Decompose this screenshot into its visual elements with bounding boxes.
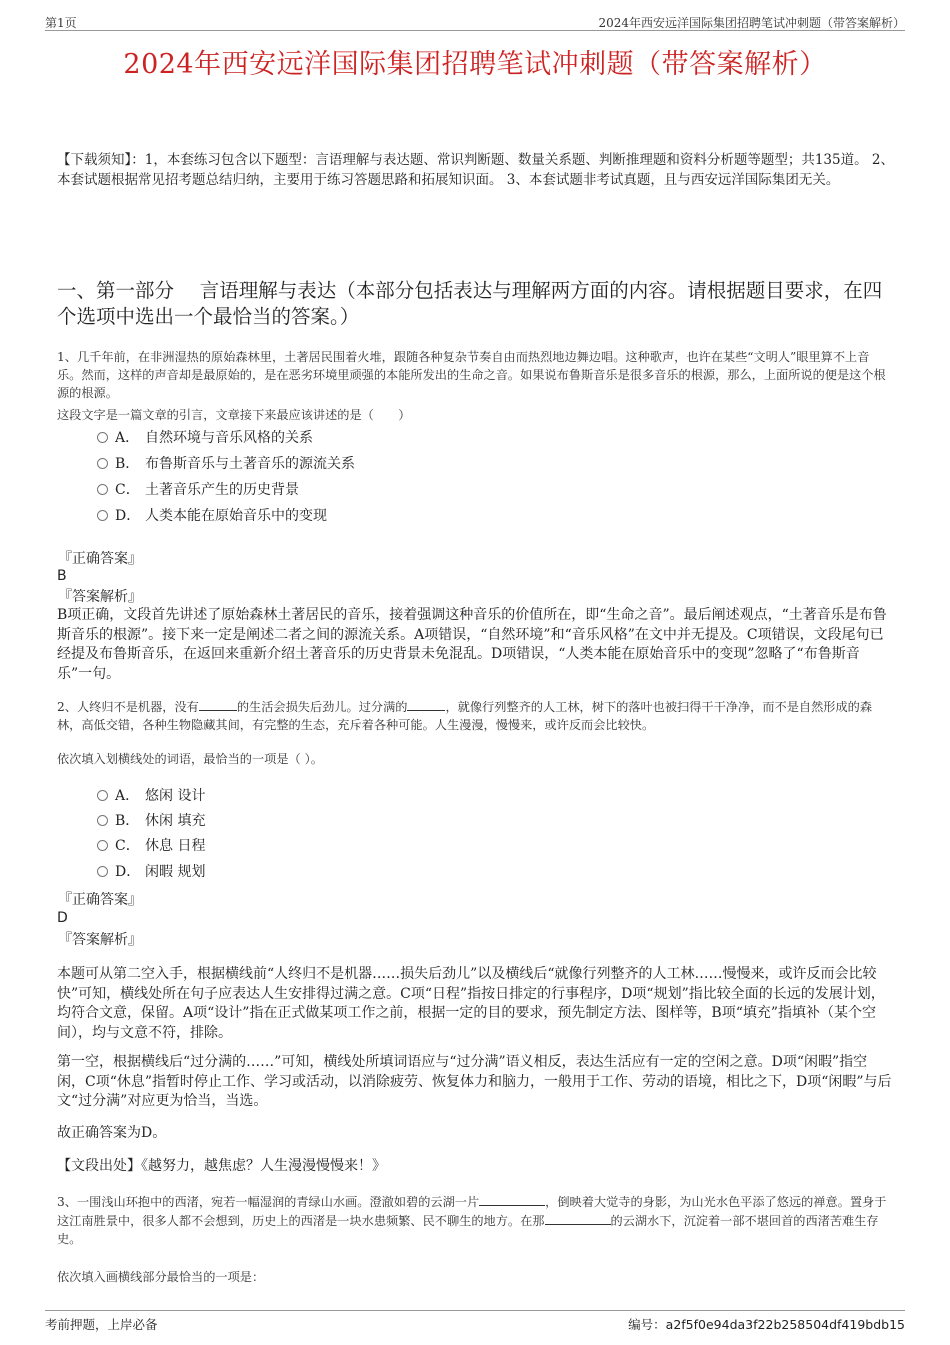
q1-stem: 1、几千年前，在非洲湿热的原始森林里，土著居民围着火堆，跟随各种复杂节奏自由而热烈地边舞边唱。这种歌声，也许在某些“文明人”眼里算不上音乐。然而，这样的声音却是最原始的，是在恶劣环境里顽强的本能所发出的生命之音。如果说布鲁斯音乐是很多音乐的根源，那么，上面所说的便是这个根源的根源。 [57,350,886,400]
q2-answer-label: 『正确答案』 [58,892,142,908]
section-heading: 一、第一部分 言语理解与表达（本部分包括表达与理解两方面的内容。请根据题目要求，在四个选项中选出一个最恰当的答案。） [57,279,883,328]
fill-blank [479,1192,545,1206]
download-notice: 【下载须知】：1，本套练习包含以下题型：言语理解与表达题、常识判断题、数量关系题、判断推理题和资料分析题等题型；共135道。 2、本套试题根据常见招考题总结归纳，主要用于练习答题思路和拓展知识面。 3、本套试题非考试真题，且与西安远洋国际集团无关。 [57,152,894,188]
footer-slogan: 考前押题，上岸必备 [45,1317,158,1332]
radio-icon[interactable] [97,790,108,801]
fill-blank [199,697,237,711]
q1-question: 这段文字是一篇文章的引言，文章接下来最应该讲述的是（ ） [57,408,411,422]
q2-analysis-p3: 故正确答案为D。 [57,1125,167,1141]
q2-analysis-p1: 本题可从第二空入手，根据横线前“人终归不是机器……损失后劲儿”以及横线后“就像行列整齐的人工林……慢慢来，或许反而会比较快”可知，横线处所在句子应表达人生安排得过满之意。C项“日程”指按日排定的行事程序，D项“规划”指比较全面的长远的发展计划，均符合文意，保留。A项“设计”指在正式做某项工作之前，根据一定的目的要求，预先制定方法、图样等，B项“填充”指填补（某个空间），均与文意不符，排除。 [57,966,885,1041]
radio-icon[interactable] [97,458,108,469]
page-header [45,12,905,31]
q2-option-d[interactable]: D． 闲暇 规划 [97,861,205,883]
q2-option-c[interactable]: C． 休息 日程 [97,835,205,857]
radio-icon[interactable] [97,866,108,877]
footer-code: 编号：a2f5f0e94da3f22b258504df419bdb15 [628,1317,905,1332]
fill-blank [545,1211,611,1225]
q2-analysis-p2: 第一空，根据横线后“过分满的……”可知，横线处所填词语应与“过分满”语义相反，表达生活应有一定的空闲之意。D项“闲暇”指空闲，C项“休息”指暂时停止工作、学习或活动，以消除疲劳、恢复体力和脑力，一般用于工作、劳动的语境，相比之下，D项“闲暇”与后文“过分满”对应更为恰当，当选。 [57,1054,892,1109]
radio-icon[interactable] [97,484,108,495]
radio-icon[interactable] [97,815,108,826]
q3-question: 依次填入画横线部分最恰当的一项是： [57,1270,265,1284]
radio-icon[interactable] [97,432,108,443]
q2-stem: 2、人终归不是机器，没有 的生活会损失后劲儿。过分满的 ，就像行列整齐的人工林，树下的落叶也被扫得干干净净，而不是自然形成的森林，高低交错，各种生物隐藏其间，有完整的生态，充斥着各种可能。人生漫漫，慢慢来，或许反而会比较快。 [57,697,893,734]
page-title: 2024年西安远洋国际集团招聘笔试冲刺题（带答案解析） [123,49,827,80]
q1-option-a[interactable]: A． 自然环境与音乐风格的关系 [97,427,313,449]
q1-answer: B [57,568,67,584]
q1-answer-label: 『正确答案』 [58,551,142,567]
radio-icon[interactable] [97,510,108,521]
header-doc-title: 2024年西安远洋国际集团招聘笔试冲刺题（带答案解析） [598,16,905,30]
q1-option-b[interactable]: B． 布鲁斯音乐与土著音乐的源流关系 [97,453,355,475]
q3-stem: 3、一围浅山环抱中的西渚，宛若一幅湿润的青绿山水画。澄澈如碧的云湖一片 ，倒映着大觉寺的身影，为山光水色平添了悠远的禅意。置身于这江南胜景中，很多人都不会想到，历史上的西渚是一块水患频繁、民不聊生的地方。在那 的云湖水下，沉淀着一部不堪回首的西渚苦难生存史。 [57,1192,893,1248]
q2-source: 【文段出处】《越努力，越焦虑？人生漫漫慢慢来！》 [57,1158,386,1174]
q1-analysis: B项正确，文段首先讲述了原始森林土著居民的音乐，接着强调这种音乐的价值所在，即“生命之音”。最后阐述观点，“土著音乐是布鲁斯音乐的根源”。接下来一定是阐述二者之间的源流关系。A项错误，“自然环境”和“音乐风格”在文中并无提及。C项错误，文段尾句已经提及布鲁斯音乐，在返回来重新介绍土著音乐的历史背景未免混乱。D项错误，“人类本能在原始音乐中的变现”忽略了“布鲁斯音乐”一句。 [57,607,887,682]
q1-analysis-label: 『答案解析』 [58,589,142,605]
radio-icon[interactable] [97,840,108,851]
page-footer [45,1310,905,1332]
q2-option-b[interactable]: B． 休闲 填充 [97,810,205,832]
q2-question: 依次填入划横线处的词语，最恰当的一项是（ ）。 [57,752,323,766]
q1-option-d[interactable]: D． 人类本能在原始音乐中的变现 [97,505,327,527]
fill-blank [407,697,445,711]
q1-option-c[interactable]: C． 土著音乐产生的历史背景 [97,479,299,501]
q2-option-a[interactable]: A． 悠闲 设计 [97,785,205,807]
q2-answer: D [57,910,68,926]
q2-analysis-label: 『答案解析』 [58,932,142,948]
page-number: 第1页 [45,16,77,30]
